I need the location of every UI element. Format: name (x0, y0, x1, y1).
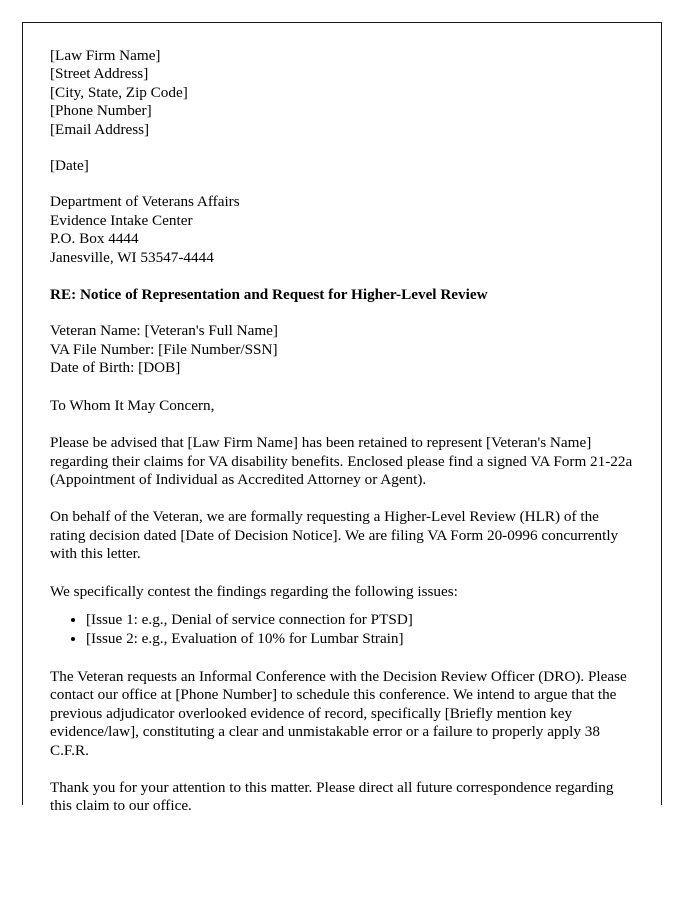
recipient-address-block (50, 193, 633, 267)
recipient-line-city-state-zip: Janesville, WI 53547-4444 (50, 248, 214, 266)
sender-line-street: [Street Address] (50, 65, 149, 83)
paragraph-hlr-request: On behalf of the Veteran, we are formally requesting a Higher-Level Review (HLR) of the rating decision dated [Date of Decision Notice]. We are filing VA Form 20-0996 concurrently with this letter. (50, 508, 619, 563)
va-file-number-line: VA File Number: [File Number/SSN] (50, 340, 278, 358)
subject-re-line: RE: Notice of Representation and Request for Higher-Level Review (50, 286, 488, 304)
sender-line-city-state-zip: [City, State, Zip Code] (50, 83, 188, 101)
paragraph-representation: Please be advised that [Law Firm Name] has been retained to represent [Veteran's Name] regarding their claims for VA disability benefits. Enclosed please find a signed VA Form 21-22a (Appointment of Individual as Accredited Attorney or Agent). (50, 434, 633, 488)
document-page (22, 22, 662, 815)
list-item: • [Issue 1: e.g., Denial of service connection for PTSD] (86, 610, 633, 630)
veteran-info-block (50, 322, 633, 377)
recipient-line-office: Evidence Intake Center (50, 211, 193, 229)
letter-body (50, 47, 633, 816)
salutation-line: To Whom It May Concern, (50, 396, 215, 414)
paragraph-closing-thanks: Thank you for your attention to this matter. Please direct all future correspondence regarding this claim to our office. (50, 778, 614, 815)
list-item: • [Issue 2: e.g., Evaluation of 10% for Lumbar Strain] (86, 629, 633, 649)
date-block (50, 157, 633, 175)
veteran-name-line: Veteran Name: [Veteran's Full Name] (50, 322, 278, 340)
paragraph-informal-conference: The Veteran requests an Informal Conference with the Decision Review Officer (DRO). Please contact our office at [Phone Number] to schedule this conference. We intend to argue that the previous adjudicator overlooked evidence of record, specifically [Briefly mention key evidence/law], constituting a clear and unmistakable error or a failure to properly apply 38 C.F.R. (50, 667, 627, 759)
sender-line-firm: [Law Firm Name] (50, 47, 161, 64)
sender-line-phone: [Phone Number] (50, 102, 152, 120)
contested-issues-list (50, 610, 633, 649)
recipient-line-po-box: P.O. Box 4444 (50, 230, 139, 248)
date-of-birth-line: Date of Birth: [DOB] (50, 359, 181, 377)
sender-line-email: [Email Address] (50, 120, 150, 138)
sender-address-block (50, 47, 633, 139)
recipient-line-agency: Department of Veterans Affairs (50, 193, 240, 211)
issues-intro-line: We specifically contest the findings regarding the following issues: (50, 582, 458, 600)
date-line: [Date] (50, 157, 89, 175)
